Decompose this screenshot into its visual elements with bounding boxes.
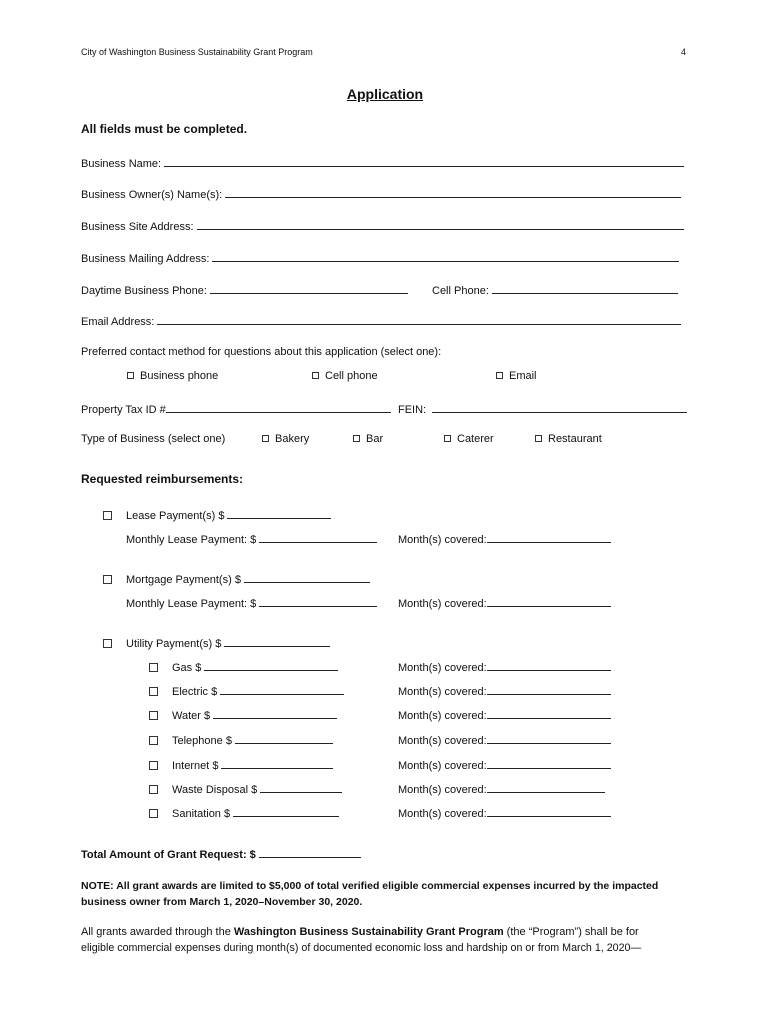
mortgage-payment-field[interactable] [244, 572, 370, 583]
cell-phone-label: Cell Phone: [432, 285, 489, 297]
property-tax-row [81, 402, 391, 416]
mailing-address-label: Business Mailing Address: [81, 253, 210, 265]
checkbox-icon[interactable] [312, 372, 319, 379]
mortgage-payment-row: Mortgage Payment(s) $ [103, 572, 370, 586]
internet-months-field[interactable] [487, 758, 611, 769]
daytime-phone-row [81, 283, 408, 297]
utility-waste-row: Waste Disposal $ [149, 782, 342, 796]
checkbox-icon[interactable] [149, 785, 158, 794]
property-tax-label: Property Tax ID # [81, 404, 166, 416]
checkbox-icon[interactable] [103, 511, 112, 520]
checkbox-icon[interactable] [149, 687, 158, 696]
property-tax-field[interactable] [166, 402, 391, 413]
utility-water-row: Water $ [149, 708, 337, 722]
business-type-label: Type of Business (select one) [81, 433, 226, 445]
gas-months-row: Month(s) covered: [398, 660, 611, 674]
total-field[interactable] [259, 847, 361, 858]
water-months-row: Month(s) covered: [398, 708, 611, 722]
owner-names-label: Business Owner(s) Name(s): [81, 189, 223, 201]
checkbox-icon[interactable] [444, 435, 451, 442]
page-number: 4 [681, 47, 687, 57]
utility-gas-field[interactable] [204, 660, 338, 671]
owner-names-row [81, 187, 681, 201]
sanitation-months-field[interactable] [487, 806, 611, 817]
mortgage-monthly-field[interactable] [259, 596, 377, 607]
total-label: Total Amount of Grant Request: $ [81, 849, 256, 861]
fein-label: FEIN: [398, 404, 427, 416]
contact-question: Preferred contact method for questions about this application (select one): [81, 346, 442, 358]
waste-months-field[interactable] [487, 782, 605, 793]
mailing-address-field[interactable] [212, 251, 679, 262]
total-row [81, 847, 361, 861]
mailing-address-row [81, 251, 679, 265]
sanitation-months-row: Month(s) covered: [398, 806, 611, 820]
instructions: All fields must be completed. [81, 122, 248, 136]
lease-monthly-field[interactable] [259, 532, 377, 543]
utility-sanitation-field[interactable] [233, 806, 339, 817]
business-name-label: Business Name: [81, 158, 162, 170]
lease-months-field[interactable] [487, 532, 611, 543]
contact-option-cell-phone[interactable]: Cell phone [312, 370, 378, 382]
business-type-bar[interactable]: Bar [353, 433, 383, 445]
checkbox-icon[interactable] [149, 663, 158, 672]
business-type-bakery[interactable]: Bakery [262, 433, 309, 445]
mortgage-monthly-row: Monthly Lease Payment: $ [126, 596, 377, 610]
checkbox-icon[interactable] [262, 435, 269, 442]
telephone-months-field[interactable] [487, 733, 611, 744]
cell-phone-field[interactable] [492, 283, 678, 294]
fein-field[interactable] [432, 402, 687, 413]
site-address-label: Business Site Address: [81, 221, 194, 233]
utility-electric-row: Electric $ [149, 684, 344, 698]
daytime-phone-label: Daytime Business Phone: [81, 285, 207, 297]
checkbox-icon[interactable] [535, 435, 542, 442]
business-name-field[interactable] [164, 156, 684, 167]
closing-line-2: eligible commercial expenses during month(s) of documented economic loss and hardship on or from March 1, 2020— [81, 942, 642, 954]
checkbox-icon[interactable] [496, 372, 503, 379]
closing-line-1: All grants awarded through the Washington Business Sustainability Grant Program (the “Program”) shall be for [81, 926, 639, 938]
business-name-row [81, 156, 684, 170]
gas-months-field[interactable] [487, 660, 611, 671]
note-line-2: business owner from March 1, 2020–November 30, 2020. [81, 896, 363, 908]
utility-gas-row: Gas $ [149, 660, 338, 674]
mortgage-months-field[interactable] [487, 596, 611, 607]
electric-months-field[interactable] [487, 684, 611, 695]
running-header: City of Washington Business Sustainability Grant Program [81, 47, 313, 57]
lease-months-row: Month(s) covered: [398, 532, 611, 546]
lease-payment-field[interactable] [227, 508, 331, 519]
daytime-phone-field[interactable] [210, 283, 408, 294]
email-field[interactable] [157, 314, 681, 325]
utility-internet-row: Internet $ [149, 758, 333, 772]
waste-months-row: Month(s) covered: [398, 782, 605, 796]
water-months-field[interactable] [487, 708, 611, 719]
note-line-1: NOTE: All grant awards are limited to $5,000 of total verified eligible commercial expenses incurred by the impacted [81, 880, 659, 892]
contact-option-email[interactable]: Email [496, 370, 537, 382]
email-row [81, 314, 681, 328]
utility-internet-field[interactable] [221, 758, 333, 769]
utility-waste-field[interactable] [260, 782, 342, 793]
site-address-field[interactable] [197, 219, 684, 230]
utility-telephone-row: Telephone $ [149, 733, 333, 747]
mortgage-months-row: Month(s) covered: [398, 596, 611, 610]
electric-months-row: Month(s) covered: [398, 684, 611, 698]
internet-months-row: Month(s) covered: [398, 758, 611, 772]
fein-row [398, 402, 687, 416]
utility-sanitation-row: Sanitation $ [149, 806, 339, 820]
checkbox-icon[interactable] [353, 435, 360, 442]
email-label: Email Address: [81, 316, 155, 328]
lease-payment-row: Lease Payment(s) $ [103, 508, 331, 522]
utility-payment-field[interactable] [224, 636, 330, 647]
checkbox-icon[interactable] [127, 372, 134, 379]
closing-paragraph [81, 924, 691, 956]
business-type-caterer[interactable]: Caterer [444, 433, 494, 445]
telephone-months-row: Month(s) covered: [398, 733, 611, 747]
owner-names-field[interactable] [225, 187, 681, 198]
checkbox-icon[interactable] [103, 639, 112, 648]
cell-phone-row [432, 283, 678, 297]
utility-telephone-field[interactable] [235, 733, 333, 744]
checkbox-icon[interactable] [149, 809, 158, 818]
contact-option-business-phone[interactable]: Business phone [127, 370, 218, 382]
lease-monthly-row: Monthly Lease Payment: $ [126, 532, 377, 546]
page-title: Application [346, 86, 424, 102]
checkbox-icon[interactable] [149, 761, 158, 770]
checkbox-icon[interactable] [103, 575, 112, 584]
site-address-row [81, 219, 684, 233]
business-type-restaurant[interactable]: Restaurant [535, 433, 602, 445]
reimbursements-heading: Requested reimbursements: [81, 472, 244, 486]
note [81, 878, 691, 910]
utility-payment-row: Utility Payment(s) $ [103, 636, 330, 650]
program-name: Washington Business Sustainability Grant Program [233, 926, 504, 938]
utility-water-field[interactable] [213, 708, 337, 719]
utility-electric-field[interactable] [220, 684, 344, 695]
checkbox-icon[interactable] [149, 711, 158, 720]
checkbox-icon[interactable] [149, 736, 158, 745]
